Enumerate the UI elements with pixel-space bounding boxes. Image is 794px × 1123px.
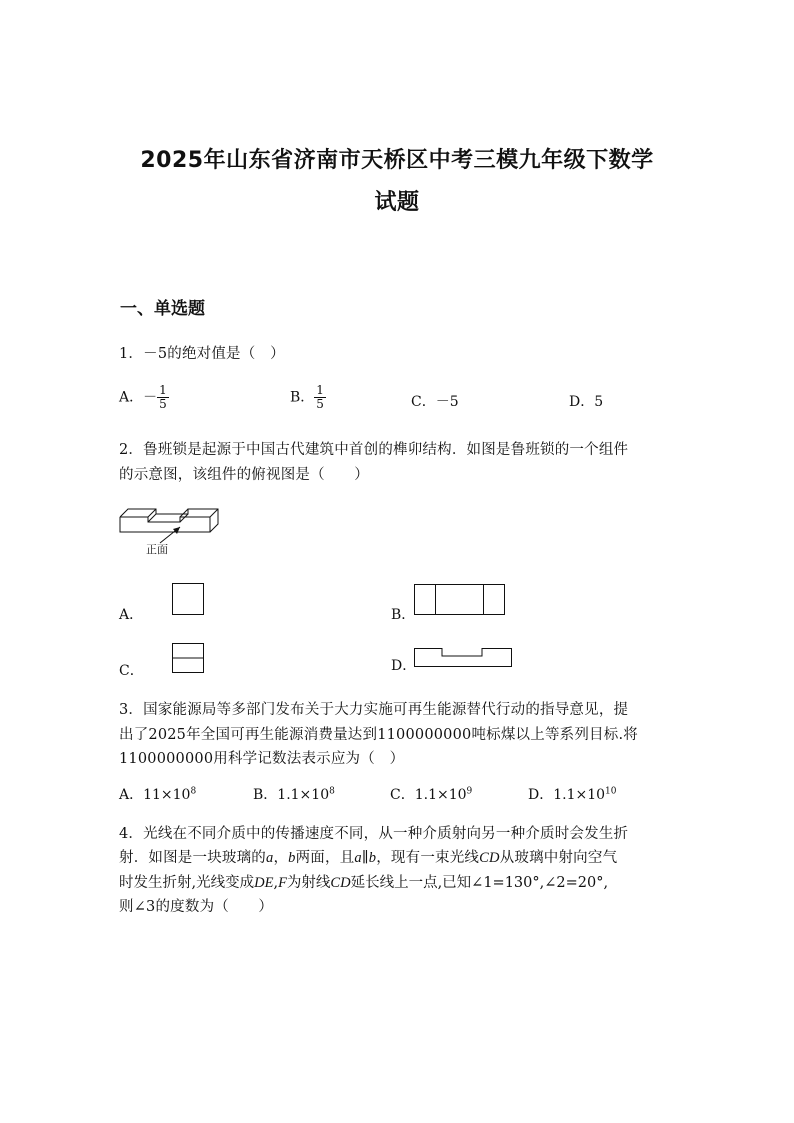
q4-text: 两面，且	[295, 850, 355, 866]
fraction-denominator: 5	[159, 397, 167, 411]
page-title-line1: 2025年山东省济南市天桥区中考三模九年级下数学	[140, 148, 654, 173]
q3-option-d-exponent: 10	[605, 786, 617, 797]
q4-math-de: DE	[254, 875, 274, 891]
fraction-denominator: 5	[316, 397, 324, 411]
q1-option-c[interactable]: C．－5	[411, 394, 459, 410]
q3-option-b-exponent: 8	[329, 786, 335, 797]
q4-math-cd: CD	[330, 875, 351, 891]
q4-text: 延长线上一点,已知∠1=130°,∠2=20°,	[350, 875, 609, 891]
q4-stem-line4: 则∠3的度数为（ ）	[119, 899, 274, 915]
q2-option-b-figure[interactable]	[414, 584, 506, 616]
fraction-numerator: 1	[159, 383, 167, 397]
q3-option-c-text: C．1.1×10	[390, 787, 467, 803]
q4-math-b: b	[288, 850, 296, 866]
q2-option-a-figure[interactable]	[172, 583, 205, 616]
fraction-numerator: 1	[316, 383, 324, 397]
q2-stem-line2: 的示意图，该组件的俯视图是（ ）	[119, 467, 369, 483]
q2-option-d-figure[interactable]	[414, 648, 513, 668]
q1-option-a-label: A．	[119, 389, 144, 406]
q4-stem-line2	[119, 846, 617, 867]
q2-option-d[interactable]: D．	[391, 658, 417, 674]
q3-option-b-text: B．1.1×10	[253, 787, 330, 803]
section-heading: 一、单选题	[120, 299, 205, 319]
q1-option-b[interactable]	[290, 384, 326, 411]
q1-option-b-label: B．	[290, 389, 315, 406]
q4-math-f: F	[278, 875, 287, 891]
q4-text: 射．如图是一块玻璃的	[119, 850, 266, 866]
q3-option-a[interactable]	[119, 784, 196, 804]
q2-option-a[interactable]: A．	[119, 607, 144, 623]
q2-option-b[interactable]: B．	[391, 607, 416, 623]
q4-stem-line3	[119, 871, 608, 892]
q3-option-c[interactable]	[390, 784, 472, 804]
q4-text: ，	[273, 850, 289, 866]
q4-math-cd: CD	[479, 850, 500, 866]
q3-option-a-text: A．11×10	[119, 787, 191, 803]
q2-option-c-figure[interactable]	[172, 643, 205, 674]
q2-option-c[interactable]: C．	[119, 663, 144, 679]
q2-stem-line1: 2．鲁班锁是起源于中国古代建筑中首创的榫卯结构．如图是鲁班锁的一个组件	[119, 442, 629, 458]
q4-stem-line1: 4．光线在不同介质中的传播速度不同，从一种介质射向另一种介质时会发生折	[119, 826, 629, 842]
q3-stem-line3: 1100000000用科学记数法表示应为（ ）	[119, 751, 405, 767]
q1-option-b-fraction	[314, 384, 326, 411]
q4-text: 时发生折射,光线变成	[119, 875, 255, 891]
q1-option-a-fraction	[157, 384, 169, 411]
q1-option-d[interactable]: D．5	[569, 394, 604, 410]
q1-option-a-sign: －	[143, 389, 158, 406]
q3-stem-line2: 出了2025年全国可再生能源消费量达到1100000000吨标煤以上等系列目标.将	[119, 727, 638, 743]
q3-option-c-exponent: 9	[466, 786, 473, 797]
q4-text: ，现有一束光线	[376, 850, 480, 866]
page-title-line2: 试题	[374, 190, 420, 215]
q3-option-b[interactable]	[253, 784, 335, 804]
q4-text: 为射线	[286, 875, 331, 891]
q4-text: 从玻璃中射向空气	[499, 850, 618, 866]
q1-stem: 1．－5的绝对值是（ ）	[119, 346, 285, 362]
q1-option-a[interactable]	[119, 384, 169, 411]
q4-math-a: a	[266, 850, 274, 866]
q3-option-d-text: D．1.1×10	[528, 787, 606, 803]
q4-text: ,	[273, 875, 279, 891]
q4-math-parallel: a∥b	[354, 850, 377, 866]
q3-option-a-exponent: 8	[190, 786, 197, 797]
luban-lock-figure	[118, 505, 218, 557]
q3-stem-line1: 3．国家能源局等多部门发布关于大力实施可再生能源替代行动的指导意见，提	[119, 702, 629, 718]
front-view-label: 正面	[146, 543, 168, 556]
q3-option-d[interactable]	[528, 784, 617, 804]
